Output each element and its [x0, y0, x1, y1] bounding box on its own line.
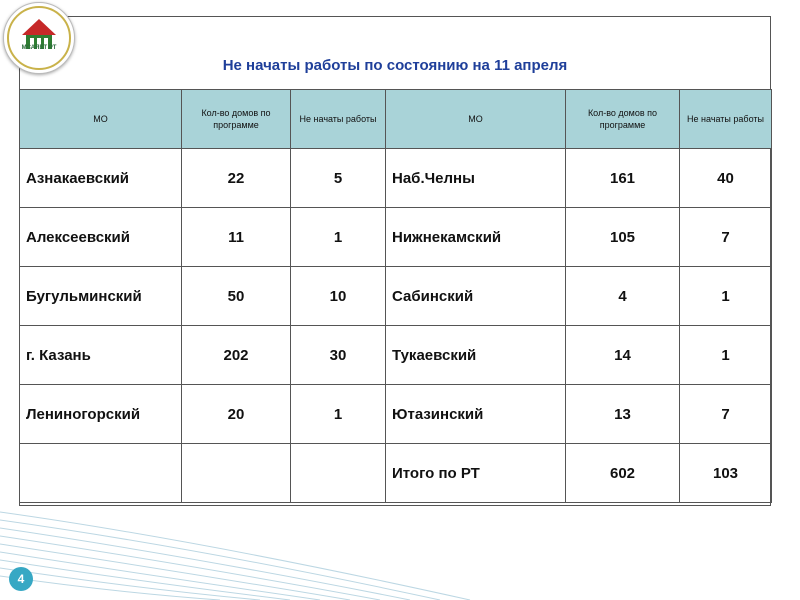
table-row — [20, 385, 772, 444]
logo — [3, 2, 75, 74]
logo-text: МСАЯЕТ РТ — [21, 45, 57, 51]
house-logo-icon — [4, 3, 74, 73]
cell-houses: 4 — [566, 267, 680, 326]
cell-empty — [20, 444, 182, 503]
table-row — [20, 267, 772, 326]
cell-houses: 14 — [566, 326, 680, 385]
cell-total-label: Итого по РТ — [386, 444, 566, 503]
table-row — [20, 208, 772, 267]
page-title: Не начаты работы по состоянию на 11 апреля — [222, 57, 568, 74]
cell-houses: 161 — [566, 149, 680, 208]
col-header-houses-2: Кол-во домов по программе — [566, 90, 680, 149]
cell-not-started: 10 — [291, 267, 386, 326]
cell-houses: 105 — [566, 208, 680, 267]
cell-not-started: 1 — [680, 326, 772, 385]
cell-total-not-started: 103 — [680, 444, 772, 503]
cell-mo: Алексеевский — [20, 208, 182, 267]
cell-mo: Лениногорский — [20, 385, 182, 444]
col-header-not-started: Не начаты работы — [291, 90, 386, 149]
cell-mo: Тукаевский — [386, 326, 566, 385]
col-header-houses: Кол-во домов по программе — [182, 90, 291, 149]
cell-not-started: 7 — [680, 208, 772, 267]
table-row — [20, 326, 772, 385]
cell-mo: Азнакаевский — [20, 149, 182, 208]
cell-not-started: 30 — [291, 326, 386, 385]
cell-mo: Сабинский — [386, 267, 566, 326]
cell-total-houses: 602 — [566, 444, 680, 503]
cell-not-started: 7 — [680, 385, 772, 444]
cell-mo: Наб.Челны — [386, 149, 566, 208]
table-header-row — [20, 90, 772, 149]
table-row — [20, 149, 772, 208]
col-header-mo-2: МО — [386, 90, 566, 149]
cell-empty — [182, 444, 291, 503]
data-table — [19, 89, 772, 503]
col-header-not-started-2: Не начаты работы — [680, 90, 772, 149]
cell-mo: Нижнекамский — [386, 208, 566, 267]
cell-mo: Ютазинский — [386, 385, 566, 444]
cell-houses: 22 — [182, 149, 291, 208]
col-header-mo: МО — [20, 90, 182, 149]
cell-houses: 202 — [182, 326, 291, 385]
table-total-row — [20, 444, 772, 503]
cell-empty — [291, 444, 386, 503]
cell-houses: 13 — [566, 385, 680, 444]
slide-number-badge: 4 — [9, 567, 33, 591]
cell-houses: 50 — [182, 267, 291, 326]
cell-not-started: 40 — [680, 149, 772, 208]
cell-not-started: 1 — [680, 267, 772, 326]
cell-not-started: 1 — [291, 208, 386, 267]
cell-not-started: 5 — [291, 149, 386, 208]
cell-houses: 20 — [182, 385, 291, 444]
cell-not-started: 1 — [291, 385, 386, 444]
cell-houses: 11 — [182, 208, 291, 267]
cell-mo: г. Казань — [20, 326, 182, 385]
cell-mo: Бугульминский — [20, 267, 182, 326]
